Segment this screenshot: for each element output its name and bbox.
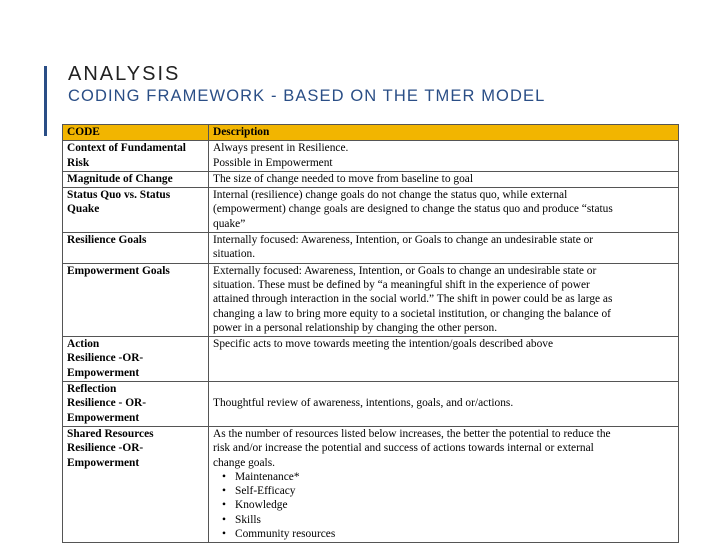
list-item: • Community resources <box>235 527 675 541</box>
code-cell <box>63 382 209 427</box>
description-line: situation. <box>213 248 256 261</box>
code-line: Empowerment <box>67 366 140 379</box>
description-line: Thoughtful review of awareness, intentions, goals, and or/actions. <box>213 397 514 410</box>
description-cell <box>209 233 679 264</box>
code-line: Quake <box>67 203 100 216</box>
table-row <box>63 382 679 427</box>
description-line: Specific acts to move towards meeting the intention/goals described above <box>213 338 554 351</box>
code-line: Context of Fundamental <box>67 142 186 155</box>
description-cell <box>209 426 679 542</box>
description-cell <box>209 263 679 336</box>
description-cell <box>209 382 679 427</box>
code-line: Magnitude of Change <box>67 172 173 185</box>
description-line: risk and/or increase the potential and success of actions towards internal or external <box>213 442 594 455</box>
description-line <box>213 382 675 396</box>
code-line: Reflection <box>67 383 117 396</box>
description-line: Always present in Resilience. <box>213 142 349 155</box>
title-accent-bar <box>44 66 47 136</box>
description-cell <box>209 337 679 382</box>
description-line: Internal (resilience) change goals do not change the status quo, while external <box>213 189 568 202</box>
table-row <box>63 141 679 172</box>
header-description: Description <box>209 125 679 141</box>
description-line: (empowerment) change goals are designed to change the status quo and produce “status <box>213 203 613 216</box>
description-line: attained through interaction in the social world.” The shift in power could be as large as <box>213 293 613 306</box>
description-line: situation. These must be defined by “a meaningful shift in the experience of power <box>213 278 590 291</box>
description-line: Possible in Empowerment <box>213 156 333 169</box>
table-header-row <box>63 125 679 141</box>
description-line: The size of change needed to move from baseline to goal <box>213 172 473 185</box>
list-item: • Maintenance* <box>235 470 675 484</box>
table-row <box>63 233 679 264</box>
table-row <box>63 188 679 233</box>
code-cell <box>63 141 209 172</box>
code-line: Empowerment Goals <box>67 264 170 277</box>
code-cell <box>63 188 209 233</box>
description-cell <box>209 141 679 172</box>
code-line: Risk <box>67 156 90 169</box>
slide-subtitle: CODING FRAMEWORK - BASED ON THE TMER MODEL <box>68 87 546 105</box>
coding-framework-table <box>62 124 679 543</box>
code-line: Empowerment <box>67 411 140 424</box>
description-line: change goals. <box>213 456 275 469</box>
code-line: Empowerment <box>67 456 140 469</box>
code-line: Resilience - OR- <box>67 397 147 410</box>
code-cell <box>63 263 209 336</box>
header-code: CODE <box>63 125 209 141</box>
list-item: • Self-Efficacy <box>235 484 675 498</box>
table-row <box>63 263 679 336</box>
table-row <box>63 426 679 542</box>
list-item: • Skills <box>235 513 675 527</box>
description-line: Externally focused: Awareness, Intention, or Goals to change an undesirable state or <box>213 264 597 277</box>
shared-resources-list <box>213 470 675 541</box>
code-line: Resilience Goals <box>67 234 147 247</box>
table-row <box>63 171 679 187</box>
code-cell <box>63 337 209 382</box>
description-line: power in a personal relationship by changing the other person. <box>213 321 498 334</box>
table-row <box>63 337 679 382</box>
code-line: Resilience -OR- <box>67 352 144 365</box>
code-line: Status Quo vs. Status <box>67 189 171 202</box>
description-cell <box>209 188 679 233</box>
code-line: Shared Resources <box>67 427 154 440</box>
description-line: changing a law to bring more equity to a societal institution, or changing the balance of <box>213 307 611 320</box>
code-line: Resilience -OR- <box>67 442 144 455</box>
slide-title: ANALYSIS <box>68 63 181 85</box>
code-line: Action <box>67 338 100 351</box>
code-cell <box>63 233 209 264</box>
description-line: Internally focused: Awareness, Intention, or Goals to change an undesirable state or <box>213 234 594 247</box>
code-cell <box>63 171 209 187</box>
description-cell <box>209 171 679 187</box>
description-line: quake” <box>213 217 246 230</box>
description-line: As the number of resources listed below increases, the better the potential to reduce the <box>213 427 611 440</box>
code-cell <box>63 426 209 542</box>
list-item: • Knowledge <box>235 498 675 512</box>
